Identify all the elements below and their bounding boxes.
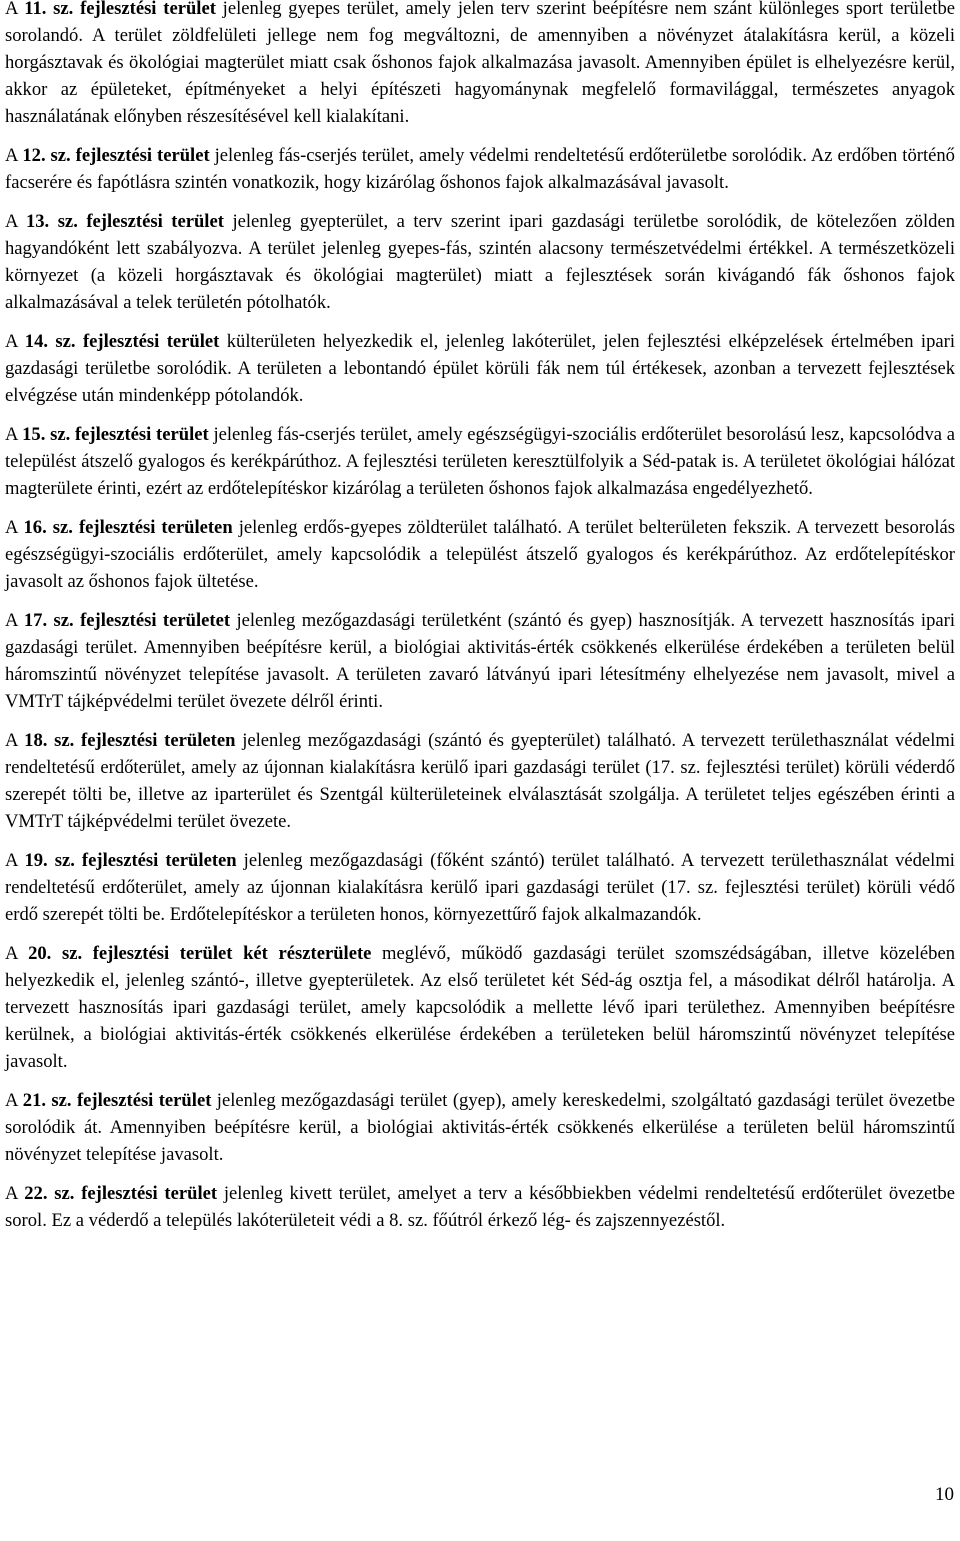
paragraph-prefix: A xyxy=(5,211,26,232)
paragraph-area-19 xyxy=(5,847,955,928)
paragraph-text: jelenleg mezőgazdasági (szántó és gyepterület) található. A tervezett területhasználat védelmi rendeltetésű erdőterület, amely az újonnan kialakításra kerülő ipari gazdasági terület (17. sz. fejlesztési terület) körüli véderdő szerepét tölti be, illetve az iparterület és Szentgál külterületeinek elválasztását szolgálja. A területet teljes egészében érinti a VMTrT tájképvédelmi terület övezete. xyxy=(5,730,955,832)
paragraph-text: jelenleg kivett terület, amelyet a terv a későbbiekben védelmi rendeltetésű erdőterület övezetbe sorol. Ez a véderdő a település lakóterületeit védi a 8. sz. főútról érkező lég- és zajszennyezéstől. xyxy=(5,1183,955,1231)
paragraph-area-18 xyxy=(5,727,955,835)
paragraph-area-22 xyxy=(5,1180,955,1234)
area-heading: 17. sz. fejlesztési területet xyxy=(23,610,231,631)
area-heading: 19. sz. fejlesztési területen xyxy=(24,850,237,871)
paragraph-prefix: A xyxy=(5,517,24,538)
area-heading: 21. sz. fejlesztési terület xyxy=(22,1090,212,1111)
area-heading: 15. sz. fejlesztési terület xyxy=(22,424,209,445)
paragraph-area-17 xyxy=(5,607,955,715)
paragraph-prefix: A xyxy=(5,145,23,166)
paragraph-prefix: A xyxy=(5,331,25,352)
area-heading: 18. sz. fejlesztési területen xyxy=(24,730,236,751)
paragraph-text: jelenleg mezőgazdasági terület (gyep), amely kereskedelmi, szolgáltató gazdasági terület övezetbe sorolódik át. Amennyiben beépítésre kerül, a biológiai aktivitás-érték csökkenés elkerülése a területen belül háromszintű növényzet telepítése javasolt. xyxy=(5,1090,955,1165)
paragraph-area-12 xyxy=(5,142,955,196)
paragraph-text: jelenleg erdős-gyepes zöldterület található. A terület belterületen fekszik. A tervezett besorolás egészségügyi-szociális erdőterület, amely kapcsolódik a települést átszelő gyalogos és kerékpárúthoz. Az erdőtelepítéskor javasolt az őshonos fajok ültetése. xyxy=(5,517,955,592)
paragraph-text: jelenleg mezőgazdasági (főként szántó) terület található. A tervezett területhasználat védelmi rendeltetésű erdőterület, amely az újonnan kialakításra kerülő ipari gazdasági terület (17. sz. fejlesztési terület) körüli védő erdő szerepét tölti be. Erdőtelepítéskor a területen honos, környezettűrő fajok alkalmazandók. xyxy=(5,850,955,925)
page-number: 10 xyxy=(935,1484,954,1505)
paragraph-prefix: A xyxy=(5,1090,23,1111)
paragraph-area-21 xyxy=(5,1087,955,1168)
paragraph-text: jelenleg gyepterület, a terv szerint ipari gazdasági területbe sorolódik, de kötelezően zölden hagyandóként lett szabályozva. A terület jelenleg gyepes-fás, szintén alacsony természetvédelmi értékkel. A természetközeli környezet (a közeli horgásztavak és ökológiai magterület) miatt a fejlesztések során kivágandó fák őshonos fajok alkalmazásával a telek területén pótolhatók. xyxy=(5,211,955,313)
area-heading: 22. sz. fejlesztési terület xyxy=(24,1183,218,1204)
area-heading: 13. sz. fejlesztési terület xyxy=(25,211,224,232)
area-heading: 20. sz. fejlesztési terület két részterülete xyxy=(28,943,372,964)
area-heading: 14. sz. fejlesztési terület xyxy=(24,331,220,352)
paragraph-text: jelenleg gyepes terület, amely jelen terv szerint beépítésre nem szánt különleges sport területbe sorolandó. A terület zöldfelületi jellege nem fog megváltozni, de amennyiben a növényzet átalakításra kerül, a közeli horgásztavak és ökológiai magterület miatt csak őshonos fajok alkalmazása javasolt. Amennyiben épület is elhelyezésre kerül, akkor az épületeket, építményeket a helyi építészeti hagyománynak megfelelő formavilággal, természetes anyagok használatának előnyben részesítésével kell kialakítani. xyxy=(5,0,955,127)
paragraph-prefix: A xyxy=(5,730,25,751)
paragraph-area-15 xyxy=(5,421,955,502)
paragraph-text: jelenleg fás-cserjés terület, amely védelmi rendeltetésű erdőterületbe sorolódik. Az erdőben történő facserére és fapótlásra szintén vonatkozik, hogy kizárólag őshonos fajok alkalmazásával javasolt. xyxy=(5,145,955,193)
area-heading: 11. sz. fejlesztési terület xyxy=(24,0,216,19)
paragraph-text: külterületen helyezkedik el, jelenleg lakóterület, jelen fejlesztési elképzelések értelmében ipari gazdasági területbe sorolódik. A területen a lebontandó épület körüli fák nem túl értékesek, azonban a tervezett fejlesztések elvégzése után mindenképp pótolandók. xyxy=(5,331,956,406)
paragraph-prefix: A xyxy=(5,850,25,871)
area-heading: 12. sz. fejlesztési terület xyxy=(22,145,210,166)
paragraph-area-16 xyxy=(5,514,955,595)
paragraph-prefix: A xyxy=(5,943,29,964)
paragraph-text: jelenleg mezőgazdasági területként (szántó és gyep) hasznosítják. A tervezett hasznosítás ipari gazdasági terület. Amennyiben beépítésre kerül, a biológiai aktivitás-érték csökkenés elkerülése érdekében a területen belül háromszintű növényzet telepítése javasolt. A területen zavaró látványú ipari létesítmény elhelyezése nem javasolt, mivel a VMTrT tájképvédelmi terület övezete délről érinti. xyxy=(5,610,955,712)
document-page xyxy=(5,0,955,1246)
paragraph-prefix: A xyxy=(5,610,24,631)
area-heading: 16. sz. fejlesztési területen xyxy=(23,517,233,538)
paragraph-prefix: A xyxy=(5,424,23,445)
paragraph-area-11 xyxy=(5,0,955,130)
paragraph-area-20 xyxy=(5,940,955,1075)
paragraph-text: jelenleg fás-cserjés terület, amely egészségügyi-szociális erdőterület besorolású lesz, kapcsolódva a települést átszelő gyalogos és kerékpárúthoz. A fejlesztési területen keresztülfolyik a Séd-patak is. A területet ökológiai hálózat magterülete érinti, ezért az erdőtelepítéskor kizárólag a területen őshonos fajok alkalmazása engedélyezhető. xyxy=(5,424,955,499)
paragraph-prefix: A xyxy=(5,0,25,19)
paragraph-area-14 xyxy=(5,328,955,409)
paragraph-text: meglévő, működő gazdasági terület szomszédságában, illetve közelében helyezkedik el, jelenleg szántó-, illetve gyepterületek. Az első területet két Séd-ág osztja fel, a másodikat délről határolja. A tervezett hasznosítás ipari gazdasági terület, amely kapcsolódik a mellette lévő ipari területhez. Amennyiben beépítésre kerülnek, a biológiai aktivitás-érték csökkenés elkerülése érdekében a területeken belül háromszintű növényzet telepítése javasolt. xyxy=(5,943,956,1072)
paragraph-area-13 xyxy=(5,208,955,316)
paragraph-prefix: A xyxy=(5,1183,25,1204)
